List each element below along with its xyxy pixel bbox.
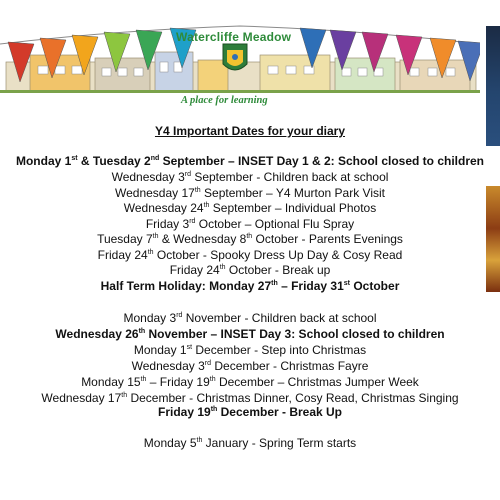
- date-entry-text: November – INSET Day 3: School closed to children: [145, 327, 445, 341]
- date-entry-text: Monday 3: [123, 311, 177, 325]
- ordinal-suffix: th: [209, 376, 216, 383]
- ordinal-suffix: th: [271, 280, 278, 287]
- date-entry-text: October – Optional Flu Spray: [195, 217, 355, 231]
- date-entry: [0, 263, 500, 278]
- school-tagline: A place for learning: [181, 95, 268, 106]
- date-entry-text: October - Break up: [225, 263, 331, 277]
- date-entry-text: Wednesday 26: [55, 327, 139, 341]
- date-entry: [0, 391, 500, 406]
- date-entry: [0, 232, 500, 247]
- date-entry-text: Wednesday 3: [111, 170, 185, 184]
- date-entry-text: September – Individual Photos: [209, 201, 377, 215]
- date-entry-text: – Friday 31: [277, 279, 344, 293]
- ordinal-suffix: th: [219, 264, 226, 271]
- date-entry-text: Wednesday 3: [131, 359, 205, 373]
- date-entry: [0, 375, 500, 390]
- ordinal-suffix: nd: [150, 155, 160, 162]
- date-entry-text: October - Spooky Dress Up Day & Cosy Read: [153, 248, 403, 262]
- date-entry: [0, 170, 500, 185]
- ordinal-suffix: th: [138, 328, 146, 335]
- date-entry-text: September – Y4 Murton Park Visit: [200, 186, 385, 200]
- school-crest-icon: [223, 44, 247, 70]
- date-entry-text: Monday 1: [133, 343, 187, 357]
- date-entry-text: Friday 24: [169, 263, 220, 277]
- date-entry: [0, 436, 500, 451]
- ordinal-suffix: st: [343, 280, 351, 287]
- date-entry-text: November - Children back at school: [182, 311, 377, 325]
- date-entry: [0, 405, 500, 420]
- date-entry: [0, 248, 500, 263]
- date-entry-text: January - Spring Term starts: [202, 436, 357, 450]
- date-entry-text: Friday 24: [97, 248, 148, 262]
- date-entry-text: September – INSET Day 1 & 2: School closed to children: [159, 154, 485, 168]
- date-entry: [0, 343, 500, 358]
- date-entry-text: Wednesday 17: [115, 186, 195, 200]
- date-entry-text: & Wednesday 8: [158, 232, 247, 246]
- date-entry: [0, 186, 500, 201]
- date-entry-text: Wednesday 17: [41, 391, 122, 405]
- ordinal-suffix: th: [121, 392, 128, 399]
- ordinal-suffix: th: [246, 233, 253, 240]
- ordinal-suffix: rd: [176, 312, 183, 319]
- date-entry-text: October: [350, 279, 400, 293]
- school-name: Watercliffe Meadow: [176, 30, 292, 44]
- ordinal-suffix: th: [152, 233, 159, 240]
- date-entry-text: September - Children back at school: [190, 170, 389, 184]
- ordinal-suffix: th: [194, 187, 201, 194]
- date-entry: [0, 327, 500, 342]
- ordinal-suffix: rd: [204, 360, 212, 367]
- date-entry-text: Monday 1: [15, 154, 72, 168]
- ordinal-suffix: rd: [189, 218, 196, 225]
- date-entry-text: Half Term Holiday: Monday 27: [100, 279, 272, 293]
- date-entry: [0, 279, 500, 294]
- date-entry-text: Friday 3: [145, 217, 190, 231]
- ordinal-suffix: rd: [184, 171, 191, 178]
- ordinal-suffix: th: [147, 249, 154, 256]
- ordinal-suffix: th: [196, 437, 203, 444]
- date-entry: [0, 201, 500, 216]
- date-entry-text: Monday 5: [143, 436, 197, 450]
- date-entry-text: December – Christmas Jumper Week: [215, 375, 419, 389]
- date-entry-text: December - Christmas Fayre: [211, 359, 369, 373]
- date-entry-text: December - Break Up: [217, 405, 343, 419]
- date-entry: [0, 154, 500, 169]
- date-entry-text: & Tuesday 2: [77, 154, 151, 168]
- ordinal-suffix: th: [203, 202, 210, 209]
- date-entry-text: Tuesday 7: [97, 232, 153, 246]
- date-entry-text: December - Step into Christmas: [192, 343, 367, 357]
- date-entry-text: – Friday 19: [146, 375, 210, 389]
- document-title: Y4 Important Dates for your diary: [154, 124, 346, 138]
- date-entry: [0, 217, 500, 232]
- ordinal-suffix: th: [210, 406, 218, 413]
- date-entry-text: Monday 15: [81, 375, 141, 389]
- ordinal-suffix: th: [140, 376, 147, 383]
- date-entry: [0, 311, 500, 326]
- date-entry-text: October - Parents Evenings: [252, 232, 403, 246]
- ordinal-suffix: st: [186, 344, 193, 351]
- date-entry-text: Friday 19: [157, 405, 211, 419]
- date-entry-text: Wednesday 24: [123, 201, 204, 215]
- ordinal-suffix: st: [71, 155, 78, 162]
- date-entry-text: December - Christmas Dinner, Cosy Read, Christmas Singing: [127, 391, 459, 405]
- date-entry: [0, 359, 500, 374]
